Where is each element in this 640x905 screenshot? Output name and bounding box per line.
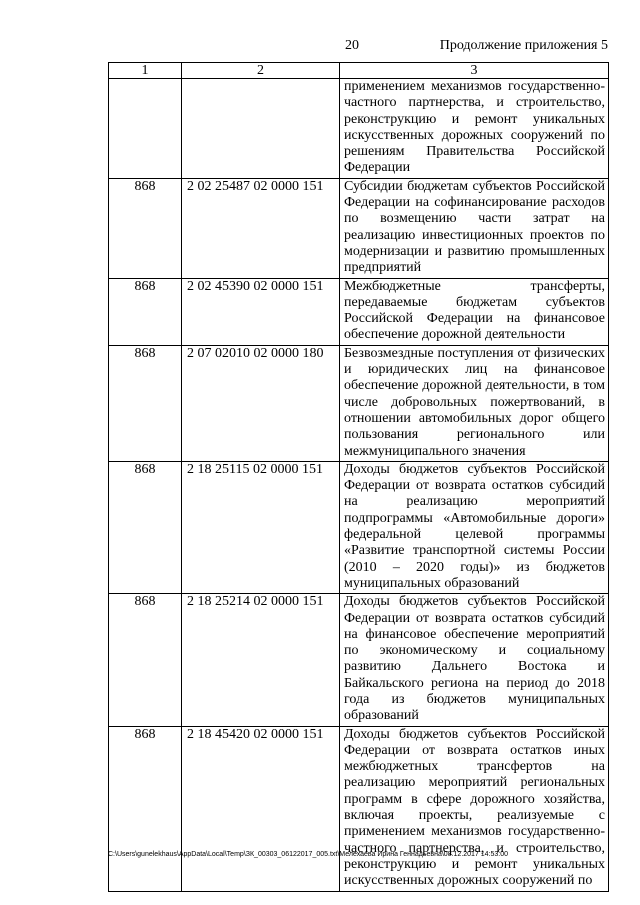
budget-code-cell: 2 18 25115 02 0000 151 (182, 461, 340, 593)
description-cell: применением механизмов государственно-частного партнерства, и строительство, реконструкцию и ремонт уникальных искусственных дорожных сооружений по решениям Правительства Российской Федерации (340, 79, 609, 179)
document-footer-path: C:\Users\gunelekhaus\AppData\Local\Temp\ЗК_00303_06122017_005.txt\Мелехаева Ирина Геннадьевна\08.12.2017 14:53:00 (108, 851, 509, 858)
description-cell: Доходы бюджетов субъектов Российской Федерации от возврата остатков субсидий на финансовое обеспечение мероприятий по экономическому и социальному развитию Дальнего Востока и Байкальского региона на период до 2018 года из бюджетов муниципальных образований (340, 594, 609, 726)
page-number: 20 (345, 38, 359, 53)
table-row (109, 278, 609, 345)
column-header-2: 2 (182, 63, 340, 79)
admin-code-cell: 868 (109, 594, 182, 726)
description-cell: Доходы бюджетов субъектов Российской Федерации от возврата остатков иных межбюджетных трансфертов на реализацию мероприятий региональных программ в сфере дорожного хозяйства, включая проекты, реализуемые с применением механизмов государственно-частного партнерства, и строительство, реконструкцию и ремонт уникальных искусственных дорожных сооружений по (340, 726, 609, 891)
description-cell: Доходы бюджетов субъектов Российской Федерации от возврата остатков субсидий на реализацию мероприятий подпрограммы «Автомобильные дороги» федеральной целевой программы «Развитие транспортной системы России (2010 – 2020 годы)» из бюджетов муниципальных образований (340, 461, 609, 593)
description-cell: Безвозмездные поступления от физических и юридических лиц на финансовое обеспечение дорожной деятельности, в том числе добровольных пожертвований, в отношении автомобильных дорог общего пользования регионального или межмуниципального значения (340, 345, 609, 461)
table-row (109, 345, 609, 461)
admin-code-cell: 868 (109, 461, 182, 593)
budget-code-cell: 2 18 25214 02 0000 151 (182, 594, 340, 726)
admin-code-cell: 868 (109, 278, 182, 345)
description-cell: Межбюджетные трансферты, передаваемые бюджетам субъектов Российской Федерации на финансовое обеспечение дорожной деятельности (340, 278, 609, 345)
table-row (109, 178, 609, 278)
description-cell: Субсидии бюджетам субъектов Российской Федерации на софинансирование расходов по возмещению части затрат на реализацию инвестиционных проектов по модернизации и развитию промышленных предприятий (340, 178, 609, 278)
table-row (109, 594, 609, 726)
budget-code-cell (182, 79, 340, 179)
revenue-codes-table (108, 62, 609, 892)
column-header-3: 3 (340, 63, 609, 79)
admin-code-cell: 868 (109, 178, 182, 278)
table-row (109, 726, 609, 891)
column-number-row (109, 63, 609, 79)
budget-code-cell: 2 07 02010 02 0000 180 (182, 345, 340, 461)
budget-code-cell: 2 02 25487 02 0000 151 (182, 178, 340, 278)
admin-code-cell: 868 (109, 726, 182, 891)
table-row (109, 79, 609, 179)
table-row (109, 461, 609, 593)
admin-code-cell (109, 79, 182, 179)
column-header-1: 1 (109, 63, 182, 79)
admin-code-cell: 868 (109, 345, 182, 461)
budget-code-cell: 2 02 45390 02 0000 151 (182, 278, 340, 345)
continuation-label: Продолжение приложения 5 (439, 38, 608, 53)
budget-code-cell: 2 18 45420 02 0000 151 (182, 726, 340, 891)
